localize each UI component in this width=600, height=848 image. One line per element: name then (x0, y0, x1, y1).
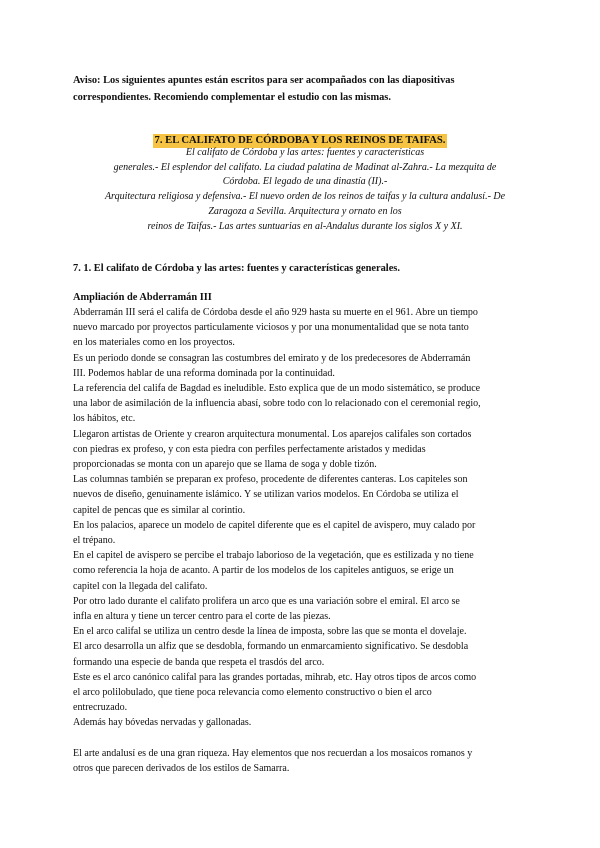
paragraph-gap (73, 731, 531, 746)
body-line: En el capitel de avispero se percibe el trabajo laborioso de la vegetación, que es estilizada y no tiene (73, 550, 474, 562)
subtitle-line: reinos de Taifas.- Las artes suntuarias en al-Andalus durante los siglos X y XI. (147, 220, 463, 232)
body-line: En los palacios, aparece un modelo de capitel diferente que es el capitel de avispero, muy calado por (73, 519, 476, 531)
body-line: Es un periodo donde se consagran las costumbres del emirato y de los predecesores de Abderramán (73, 352, 471, 364)
subtitle-line: Córdoba. El legado de una dinastía (II).- (222, 176, 388, 188)
body-line: proporcionadas se monta con un aparejo que se llama de soga y doble tizón. (73, 459, 377, 471)
body-text (73, 305, 531, 776)
body-line: el arco polilobulado, que tiene poca relevancia como elemento constructivo o bien el arco (73, 687, 432, 699)
notice-text: Aviso: Los siguientes apuntes están escritos para ser acompañados con las diapositivas correspondientes. Recomiendo complementar el estudio con las mismas. (73, 75, 455, 103)
body-line: con piedras ex profeso, y con esta piedra con perfiles perfectamente aristados y medidas (73, 443, 426, 455)
subsection-heading: Ampliación de Abderramán III (73, 292, 212, 303)
subtitle-line: Arquitectura religiosa y defensiva.- El nuevo orden de los reinos de taifas y la cultura andalusí.- De (104, 191, 506, 203)
body-line: Abderramán III será el califa de Córdoba desde el año 929 hasta su muerte en el 961. Abre un tiempo (73, 307, 478, 318)
body-line: otros que parecen derivados de los estilos de Samarra. (73, 763, 290, 775)
body-line: Por otro lado durante el califato prolifera un arco que es una variación sobre el emiral. El arco se (73, 595, 460, 607)
subtitle-line: El califato de Córdoba y las artes: fuentes y características (185, 147, 425, 158)
body-line: el trépano. (73, 535, 116, 547)
section-heading: 7. 1. El califato de Córdoba y las artes: fuentes y características generales. (73, 263, 400, 274)
body-line: nuevo marcado por proyectos particulamente viciosos y por una monumentalidad que se nota tanto (73, 322, 469, 334)
body-line: una labor de asimilación de la influencia abasí, sobre todo con lo relacionado con el ceremonial regio, (73, 398, 481, 410)
body-line: en los materiales como en los proyectos. (73, 337, 235, 349)
body-line: entrecruzado. (73, 702, 128, 714)
body-line: El arte andalusí es de una gran riqueza. Hay elementos que nos recuerdan a los mosaicos romanos y (73, 747, 473, 759)
body-line: Este es el arco canónico califal para las grandes portadas, mihrab, etc. Hay otros tipos de arcos como (73, 671, 477, 683)
body-line: Llegaron artistas de Oriente y crearon arquitectura monumental. Los aparejos califales son cortados (73, 428, 472, 440)
chapter-title: 7. EL CALIFATO DE CÓRDOBA Y LOS REINOS DE TAIFAS. (154, 135, 446, 146)
subtitle-line: generales.- El esplendor del califato. La ciudad palatina de Madinat al-Zahra.- La mezquita de (113, 161, 497, 173)
body-line: Las columnas también se preparan ex profeso, procedente de diferentes canteras. Los capiteles son (73, 474, 468, 486)
body-line: capitel de pencas que es similar al corintio. (73, 504, 246, 516)
body-line: En el arco califal se utiliza un centro desde la línea de imposta, sobre las que se monta el dovelaje. (73, 626, 467, 638)
body-line: capitel con la llegada del califato. (73, 580, 208, 592)
body-line: III. Podemos hablar de una reforma dominada por la continuidad. (73, 367, 335, 379)
body-line: nuevos de diseño, genuinamente islámico. Y se utilizan varios modelos. En Córdoba se utiliza el (73, 489, 459, 501)
body-line: La referencia del califa de Bagdad es ineludible. Esto explica que de un modo sistemático, se produce (73, 383, 481, 395)
body-line: El arco desarrolla un alfiz que se desdobla, formando un enmarcamiento significativo. Se desdobla (73, 641, 469, 653)
body-line: como referencia la hoja de acanto. A partir de los modelos de los capiteles antiguos, se erige un (73, 565, 454, 577)
chapter-subtitle (70, 146, 540, 234)
body-line: los hábitos, etc. (73, 413, 136, 425)
body-line: Además hay bóvedas nervadas y gallonadas. (73, 717, 252, 729)
subtitle-line: Zaragoza a Sevilla. Arquitectura y ornato en los (208, 205, 402, 217)
body-line: infla en altura y tiene un tercer centro para el corte de las piezas. (73, 611, 331, 623)
body-line: formando una especie de banda que respeta el trasdós del arco. (73, 656, 325, 668)
